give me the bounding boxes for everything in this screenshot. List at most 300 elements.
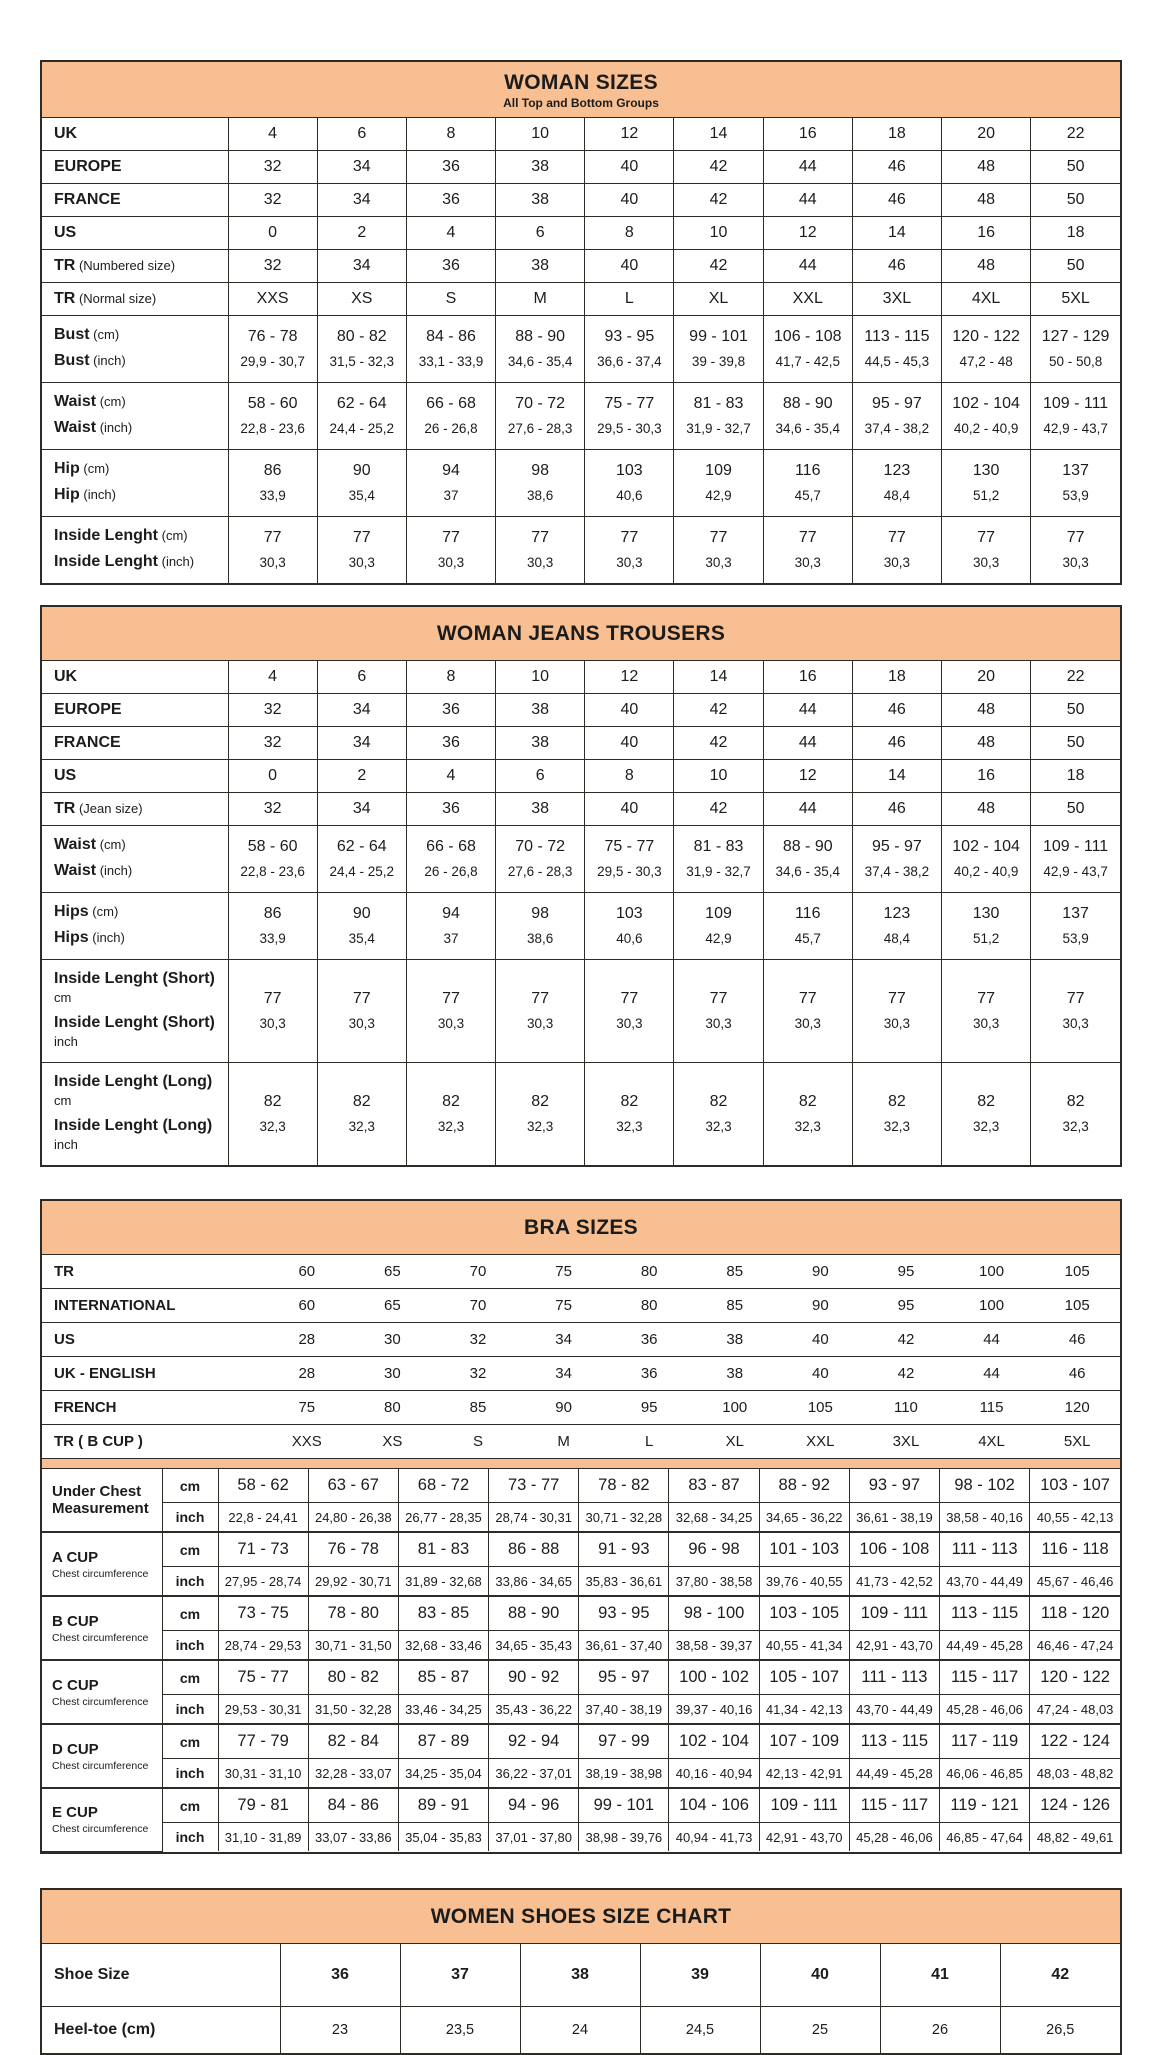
size-value: 20 [977, 668, 995, 685]
size-value-cell [496, 727, 585, 760]
size-value: 29,5 - 30,3 [597, 421, 662, 436]
size-value: 48 [977, 191, 995, 208]
table-row [42, 1323, 1120, 1357]
row-label [54, 731, 222, 755]
size-value: 120 - 122 [952, 328, 1020, 345]
cup-value-cell: 117 - 119 [940, 1724, 1030, 1759]
cup-value-cell: 80 - 82 [308, 1660, 398, 1695]
cup-value-cell: 89 - 91 [398, 1788, 488, 1823]
size-value-cell [942, 217, 1031, 250]
cup-value-cell: 35,83 - 36,61 [579, 1567, 669, 1597]
size-value: 6 [535, 767, 545, 784]
size-value: 77 [1066, 990, 1085, 1007]
row-label-cell [42, 450, 228, 517]
size-value-cell [406, 450, 495, 517]
size-value-cell [674, 151, 763, 184]
size-value: 30,3 [883, 1016, 911, 1031]
cup-label-text: A CUP [52, 1548, 99, 1566]
row-label [54, 520, 222, 548]
cup-label-text: B CUP [52, 1612, 99, 1630]
size-value: 116 [794, 462, 821, 479]
size-value-cell [942, 826, 1031, 893]
size-value: 24,4 - 25,2 [329, 421, 395, 436]
size-value: 82 [709, 1093, 728, 1110]
woman-sizes-grid [42, 118, 1120, 583]
size-value: 4 [268, 668, 278, 685]
size-value-cell [496, 826, 585, 893]
band-value-cell: 75 [521, 1255, 607, 1289]
size-value: M [533, 290, 547, 307]
size-value: 75 - 77 [604, 395, 655, 412]
band-value-cell: 85 [692, 1255, 778, 1289]
size-value: 4XL [971, 290, 1001, 307]
size-value: 106 - 108 [773, 328, 842, 345]
size-value-cell [674, 217, 763, 250]
size-value: 10 [531, 668, 550, 685]
cup-value-cell: 33,46 - 34,25 [398, 1695, 488, 1725]
woman-sizes-subtitle: All Top and Bottom Groups [503, 96, 659, 110]
row-label [54, 188, 222, 212]
row-label [54, 665, 222, 689]
size-value-cell [942, 760, 1031, 793]
size-value-cell [585, 316, 674, 383]
size-value: 34,6 - 35,4 [775, 421, 840, 436]
row-label-cell [42, 118, 228, 151]
size-value-cell [317, 960, 406, 1063]
size-value: 4 [268, 125, 278, 142]
cup-value-cell: 78 - 80 [308, 1596, 398, 1631]
size-value-cell [496, 316, 585, 383]
size-value: 82 [263, 1093, 282, 1110]
size-value-cell [942, 450, 1031, 517]
size-value: 2 [357, 767, 367, 784]
size-value: 38 [531, 257, 550, 274]
table-row [42, 1631, 1120, 1661]
size-value: 98 [531, 905, 550, 922]
size-value-cell [1031, 118, 1120, 151]
band-value-cell: 100 [949, 1289, 1035, 1323]
row-label-text: Inside Lenght [54, 553, 158, 570]
size-value-cell [674, 826, 763, 893]
size-value: 34,6 - 35,4 [775, 864, 840, 879]
cup-value-cell: 44,49 - 45,28 [849, 1759, 939, 1789]
cup-group-label [42, 1469, 162, 1532]
size-value-cell [496, 250, 585, 283]
band-value-cell: 34 [521, 1357, 607, 1391]
size-value: 32,3 [705, 1119, 732, 1134]
size-value: 30,3 [972, 555, 1000, 570]
size-value: 127 - 129 [1041, 328, 1110, 345]
row-label [54, 319, 222, 347]
row-label-text: EUROPE [54, 158, 122, 175]
unit-cell-inch: inch [162, 1503, 218, 1533]
size-value: 32 [263, 191, 282, 208]
size-value: 12 [798, 767, 817, 784]
cup-value-cell: 73 - 77 [489, 1469, 579, 1503]
size-value-cell [674, 383, 763, 450]
cup-value-cell: 103 - 105 [759, 1596, 849, 1631]
cup-value-cell: 46,46 - 47,24 [1030, 1631, 1120, 1661]
size-value: 34 [352, 257, 371, 274]
row-label-text: Inside Lenght (Short) [54, 970, 215, 987]
cup-value-cell: 26,77 - 28,35 [398, 1503, 488, 1533]
row-label-text: Waist [54, 393, 97, 410]
table-row [42, 826, 1120, 893]
size-value-cell [1031, 760, 1120, 793]
cup-value-cell: 32,68 - 34,25 [669, 1503, 759, 1533]
size-value: 42 [709, 800, 728, 817]
size-value: 77 [442, 529, 460, 546]
size-value: 16 [977, 767, 995, 784]
size-value-cell [942, 118, 1031, 151]
size-value: 95 - 97 [872, 838, 922, 855]
cup-value-cell: 83 - 87 [669, 1469, 759, 1503]
cup-value-cell: 98 - 100 [669, 1596, 759, 1631]
size-value-cell [763, 118, 852, 151]
cup-value-cell: 104 - 106 [669, 1788, 759, 1823]
size-value: 48 [977, 158, 995, 175]
size-value: 37,4 - 38,2 [864, 421, 930, 436]
size-value: 70 - 72 [515, 838, 566, 855]
size-value: 4 [446, 224, 456, 241]
size-value-cell [852, 893, 941, 960]
size-value: 38 [531, 191, 550, 208]
shoes-title: WOMEN SHOES SIZE CHART [430, 1904, 732, 1928]
size-value: 12 [620, 125, 639, 142]
row-label [54, 764, 222, 788]
size-value-cell [852, 184, 941, 217]
shoe-value-cell: 37 [400, 1944, 520, 2007]
band-row-label: FRENCH [42, 1391, 264, 1425]
row-label-sub: (inch) [96, 863, 133, 878]
size-value: 86 [263, 462, 282, 479]
cup-value-cell: 28,74 - 29,53 [218, 1631, 308, 1661]
band-value-cell: 75 [264, 1391, 350, 1425]
size-value: 32 [263, 158, 282, 175]
size-value-cell [674, 118, 763, 151]
band-value-cell: 95 [863, 1255, 949, 1289]
cup-label-text: C CUP [52, 1676, 99, 1694]
cup-value-cell: 83 - 85 [398, 1596, 488, 1631]
size-value: 29,5 - 30,3 [597, 864, 662, 879]
size-value-cell [496, 661, 585, 694]
size-value: 77 [263, 990, 282, 1007]
row-label-text: Inside Lenght (Long) [54, 1117, 213, 1134]
size-value-cell [496, 450, 585, 517]
size-value-cell [763, 283, 852, 316]
cup-value-cell: 97 - 99 [579, 1724, 669, 1759]
size-value-cell [852, 960, 941, 1063]
size-value: 137 [1062, 905, 1089, 922]
size-value: 53,9 [1062, 488, 1089, 503]
table-row [42, 316, 1120, 383]
row-label-cell [42, 760, 228, 793]
band-value-cell: 120 [1034, 1391, 1120, 1425]
size-value: 45,7 [794, 931, 821, 946]
shoe-value-cell: 26 [880, 2006, 1000, 2053]
size-value: 33,1 - 33,9 [418, 354, 484, 369]
size-value-cell [1031, 960, 1120, 1063]
size-value-cell [1031, 893, 1120, 960]
size-value-cell [228, 450, 317, 517]
size-value-cell [228, 283, 317, 316]
band-value-cell: 80 [350, 1391, 436, 1425]
cup-value-cell: 45,67 - 46,46 [1030, 1567, 1120, 1597]
band-value-cell: 28 [264, 1357, 350, 1391]
cup-value-cell: 103 - 107 [1030, 1469, 1120, 1503]
row-label [54, 1112, 222, 1162]
bra-sizes-title: BRA SIZES [524, 1216, 638, 1239]
band-value-cell: XL [692, 1425, 778, 1459]
size-value: 18 [1066, 224, 1085, 241]
size-value-cell [1031, 1063, 1120, 1166]
size-value: 103 [615, 905, 643, 922]
size-value-cell [317, 826, 406, 893]
size-value: 37 [443, 931, 459, 946]
size-value: 22 [1066, 668, 1085, 685]
row-label-sub: (cm) [88, 904, 119, 919]
size-value-cell [585, 826, 674, 893]
shoe-value-cell: 42 [1000, 1944, 1120, 2007]
shoe-value-cell: 24,5 [640, 2006, 760, 2053]
size-value: 82 [352, 1093, 371, 1110]
unit-cell-inch: inch [162, 1759, 218, 1789]
band-value-cell: XXS [264, 1425, 350, 1459]
row-label [54, 963, 222, 1009]
size-value: 34,6 - 35,4 [507, 354, 573, 369]
size-value: 102 - 104 [952, 838, 1020, 855]
cup-value-cell: 37,80 - 38,58 [669, 1567, 759, 1597]
size-value: 30,3 [527, 555, 554, 570]
size-value: 62 - 64 [336, 838, 387, 855]
size-value: S [445, 290, 457, 307]
size-value-cell [942, 727, 1031, 760]
size-value-cell [228, 893, 317, 960]
row-label-cell [42, 517, 228, 584]
row-label [54, 386, 222, 414]
cup-label-text: Under Chest Measurement [52, 1483, 149, 1517]
size-value: 77 [531, 529, 550, 546]
table-row [42, 1063, 1120, 1166]
size-value-cell [674, 517, 763, 584]
size-value-cell [763, 316, 852, 383]
bra-section-divider [42, 1459, 1120, 1469]
size-value-cell [942, 893, 1031, 960]
cup-value-cell: 109 - 111 [759, 1788, 849, 1823]
size-value: 77 [709, 529, 728, 546]
table-row [42, 283, 1120, 316]
size-value: 36 [442, 257, 460, 274]
cup-value-cell: 40,16 - 40,94 [669, 1759, 759, 1789]
table-row [42, 1724, 1120, 1759]
size-value-cell [674, 793, 763, 826]
size-value-cell [585, 283, 674, 316]
size-value: 82 [1066, 1093, 1085, 1110]
size-value-cell [852, 316, 941, 383]
size-value: 22,8 - 23,6 [240, 864, 305, 879]
cup-value-cell: 35,04 - 35,83 [398, 1823, 488, 1852]
shoe-row-label: Shoe Size [42, 1944, 280, 2007]
size-value-cell [674, 893, 763, 960]
size-value-cell [496, 283, 585, 316]
band-value-cell: 115 [949, 1391, 1035, 1425]
size-value: 32 [263, 800, 282, 817]
cup-value-cell: 88 - 90 [489, 1596, 579, 1631]
cup-label-sub: Chest circumference [52, 1823, 149, 1836]
size-value-cell [406, 151, 495, 184]
table-row [42, 727, 1120, 760]
row-label-cell [42, 793, 228, 826]
size-value-cell [406, 793, 495, 826]
size-value: 130 [972, 905, 1000, 922]
size-value: 30,3 [1062, 555, 1089, 570]
size-value: 34 [352, 734, 371, 751]
cup-value-cell: 29,53 - 30,31 [218, 1695, 308, 1725]
size-value-cell [852, 383, 941, 450]
unit-cell-cm: cm [162, 1532, 218, 1567]
table-row [42, 118, 1120, 151]
size-value: 36 [442, 800, 460, 817]
table-row [42, 1503, 1120, 1533]
size-value: 6 [357, 668, 367, 685]
cup-value-cell: 116 - 118 [1030, 1532, 1120, 1567]
cup-value-cell: 44,49 - 45,28 [940, 1631, 1030, 1661]
size-value-cell [317, 151, 406, 184]
band-row-label: TR ( B CUP ) [42, 1425, 264, 1459]
size-value: 77 [709, 990, 728, 1007]
cup-value-cell: 36,22 - 37,01 [489, 1759, 579, 1789]
size-value: 41,7 - 42,5 [775, 354, 840, 369]
size-value-cell [674, 316, 763, 383]
size-value-cell [317, 316, 406, 383]
table-row [42, 1823, 1120, 1852]
table-row [42, 1567, 1120, 1597]
size-value: 32,3 [616, 1119, 643, 1134]
size-value-cell [852, 826, 941, 893]
band-value-cell: 105 [778, 1391, 864, 1425]
table-row [42, 1596, 1120, 1631]
size-value: 36 [442, 734, 460, 751]
table-row [42, 1289, 1120, 1323]
cup-value-cell: 111 - 113 [849, 1660, 939, 1695]
size-value: 98 [531, 462, 550, 479]
size-value: 0 [268, 767, 278, 784]
size-value: 16 [798, 125, 817, 142]
shoe-value-cell: 26,5 [1000, 2006, 1120, 2053]
size-value-cell [496, 517, 585, 584]
cup-value-cell: 45,28 - 46,06 [849, 1823, 939, 1852]
size-value-cell [942, 1063, 1031, 1166]
size-value: 35,4 [348, 488, 375, 503]
size-value-cell [228, 383, 317, 450]
size-value-cell [942, 517, 1031, 584]
size-value: 30,3 [1062, 1016, 1089, 1031]
size-value: 137 [1062, 462, 1089, 479]
table-row [42, 793, 1120, 826]
size-value: 12 [620, 668, 639, 685]
table-row [42, 2006, 1120, 2053]
size-value: 6 [535, 224, 545, 241]
band-value-cell: 110 [863, 1391, 949, 1425]
size-value: 42,9 [705, 488, 732, 503]
size-value-cell [585, 1063, 674, 1166]
size-value-cell [852, 151, 941, 184]
size-value: 66 - 68 [426, 838, 476, 855]
size-value: 22 [1066, 125, 1085, 142]
size-value: 38,6 [527, 931, 554, 946]
size-value-cell [585, 118, 674, 151]
size-value-cell [317, 1063, 406, 1166]
size-value: 44 [798, 701, 817, 718]
size-value: 38 [531, 800, 550, 817]
size-value: 113 - 115 [864, 328, 930, 345]
cup-value-cell: 32,68 - 33,46 [398, 1631, 488, 1661]
size-value: 47,2 - 48 [959, 354, 1013, 369]
row-label-text: Waist [54, 862, 97, 879]
band-value-cell: 70 [435, 1255, 521, 1289]
band-value-cell: M [521, 1425, 607, 1459]
band-value-cell: 85 [435, 1391, 521, 1425]
row-label-cell [42, 1063, 228, 1166]
row-label [54, 698, 222, 722]
cup-label-sub: Chest circumference [52, 1567, 149, 1580]
cup-value-cell: 42,13 - 42,91 [759, 1759, 849, 1789]
band-value-cell: 105 [1034, 1289, 1120, 1323]
size-value: 123 [883, 905, 911, 922]
cup-value-cell: 79 - 81 [218, 1788, 308, 1823]
size-value: 0 [268, 224, 278, 241]
row-label-text: UK [54, 125, 78, 142]
size-value-cell [942, 283, 1031, 316]
size-value-cell [852, 250, 941, 283]
size-value-cell [763, 793, 852, 826]
size-value: 46 [888, 701, 906, 718]
size-value: 36,6 - 37,4 [597, 354, 662, 369]
cup-value-cell: 39,76 - 40,55 [759, 1567, 849, 1597]
size-value: 90 [352, 905, 371, 922]
band-value-cell: 36 [606, 1323, 692, 1357]
size-value-cell [317, 450, 406, 517]
row-label [54, 1009, 222, 1059]
size-value: 46 [888, 734, 906, 751]
size-value: 4 [446, 767, 456, 784]
table-row [42, 250, 1120, 283]
band-value-cell: 42 [863, 1323, 949, 1357]
table-row [42, 184, 1120, 217]
size-value: 27,6 - 28,3 [507, 864, 573, 879]
size-value: 82 [798, 1093, 817, 1110]
size-value-cell [763, 383, 852, 450]
size-value-cell [674, 250, 763, 283]
size-value: 38 [531, 734, 550, 751]
size-value-cell [317, 217, 406, 250]
size-value: 99 - 101 [689, 328, 748, 345]
band-value-cell: 90 [778, 1289, 864, 1323]
size-value-cell [406, 694, 495, 727]
size-value: 42 [709, 257, 728, 274]
row-label-sub: inch [54, 1034, 78, 1049]
size-value-cell [406, 250, 495, 283]
size-value: 82 [531, 1093, 550, 1110]
cup-value-cell: 36,61 - 38,19 [849, 1503, 939, 1533]
size-value-cell [852, 217, 941, 250]
size-value: 30,3 [527, 1016, 554, 1031]
size-value: 32,3 [527, 1119, 554, 1134]
size-value: 51,2 [972, 931, 1000, 946]
size-value: 2 [357, 224, 367, 241]
band-value-cell: 65 [350, 1255, 436, 1289]
size-value: 77 [888, 529, 906, 546]
